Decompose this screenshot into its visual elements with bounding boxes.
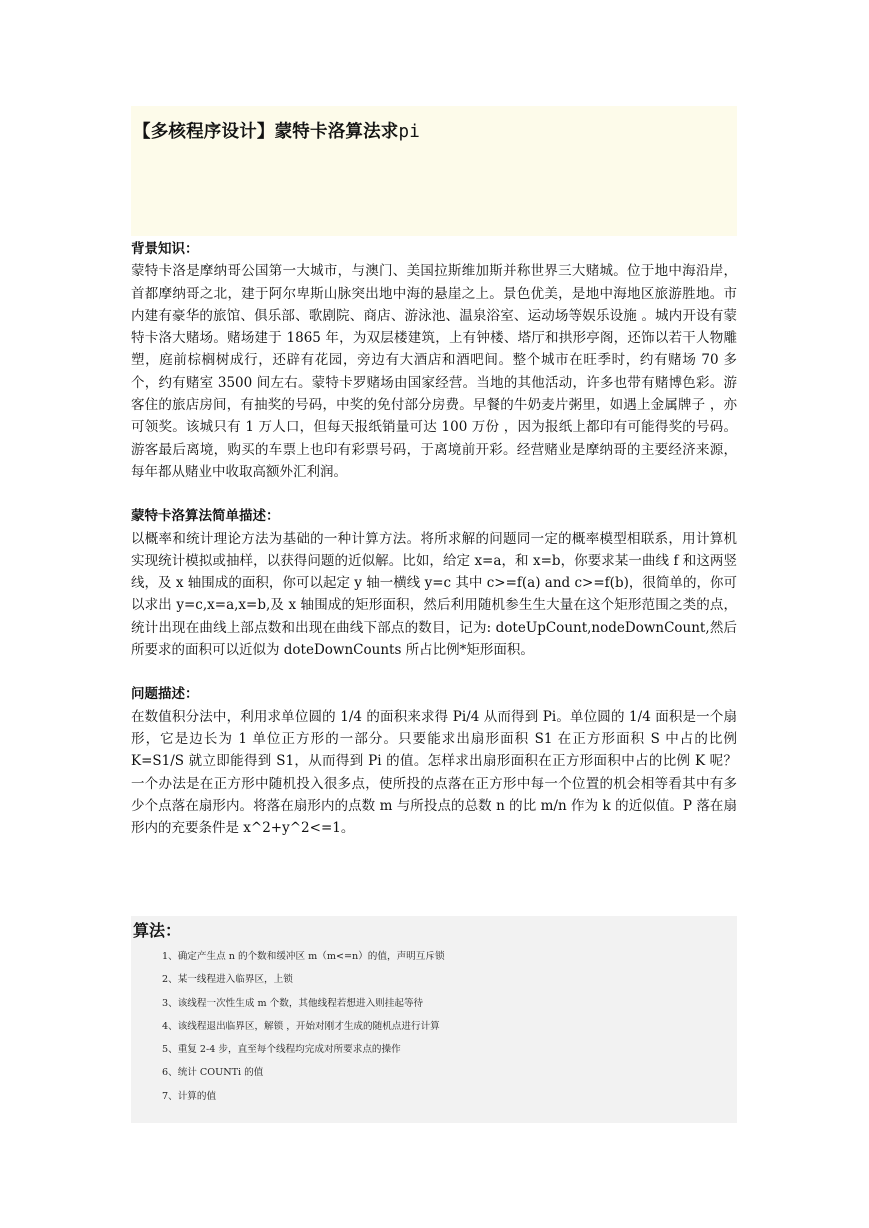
algorithm-step: 3、该线程一次性生成 m 个数，其他线程若想进入则挂起等待 xyxy=(162,997,424,1009)
algorithm-step: 4、该线程退出临界区，解锁 ，开始对刚才生成的随机点进行计算 xyxy=(162,1020,440,1032)
algorithm-step: 1、确定产生点 n 的个数和缓冲区 m（m<=n）的值，声明互斥锁 xyxy=(162,951,445,962)
section-algorithm-description xyxy=(131,505,737,661)
paragraph-algorithm-description: 以概率和统计理论方法为基础的一种计算方法。将所求解的问题同一定的概率模型相联系，用计算机实现统计模拟或抽样，以获得问题的近似解。比如，给定 x=a，和 x=b，你要求某一曲线 f 和这两竖线，及 x 轴围成的面积，你可以起定 y 轴一横线 y=c 其中 c>=f(a) and c>=f(b)，很简单的，你可以求出 y=c,x=a,x=b,及 x 轴围成的矩形面积，然后利用随机参生生大量在这个矩形范围之类的点，统计出现在曲线上部点数和出现在曲线下部点的数目，记为: doteUpCount,nodeDownCount,然后所要求的面积可以近似为 doteDownCounts 所占比例*矩形面积。 xyxy=(131,530,737,659)
section-heading-algorithm-description: 蒙特卡洛算法简单描述： xyxy=(131,508,280,525)
algorithm-step: 6、统计 COUNTi 的值 xyxy=(162,1067,264,1079)
algorithm-box xyxy=(131,916,737,1123)
algorithm-step: 7、计算的值 xyxy=(162,1090,217,1102)
page-title-pi: pi xyxy=(398,122,420,142)
title-banner xyxy=(131,106,737,236)
section-heading-background: 背景知识： xyxy=(131,241,199,257)
paragraph-problem: 在数值积分法中，利用求单位圆的 1/4 的面积来求得 Pi/4 从而得到 Pi。单位圆的 1/4 面积是一个扇形，它是边长为 1 单位正方形的一部分。只要能求出扇形面积 S1 在正方形面积 S 中占的比例 K=S1/S 就立即能得到 S1，从而得到 Pi 的值。怎样求出扇形面积在正方形面积中占的比例 K 呢？一个办法是在正方形中随机投入很多点，使所投的点落在正方形中每一个位置的机会相等看其中有多少个点落在扇形内。将落在扇形内的点数 m 与所投点的总数 n 的比 m/n 作为 k 的近似值。P 落在扇形内的充要条件是 x^2+y^2<=1。 xyxy=(131,708,737,837)
algorithm-step: 2、某一线程进入临界区，上锁 xyxy=(162,974,293,986)
spacer xyxy=(131,483,737,505)
algorithm-steps xyxy=(133,945,737,1108)
section-background xyxy=(131,238,737,483)
paragraph-background: 蒙特卡洛是摩纳哥公国第一大城市，与澳门、美国拉斯维加斯并称世界三大赌城。位于地中海沿岸，首都摩纳哥之北，建于阿尔卑斯山脉突出地中海的悬崖之上。景色优美，是地中海地区旅游胜地。市内建有豪华的旅馆、俱乐部、歌剧院、商店、游泳池、温泉浴室、运动场等娱乐设施 。城内开设有蒙特卡洛大赌场。赌场建于 1865 年，为双层楼建筑，上有钟楼、塔厅和拱形亭阁，还饰以若干人物雕塑，庭前棕榈树成行，还辟有花园，旁边有大酒店和酒吧间。整个城市在旺季时，约有赌场 70 多个，约有赌室 3500 间左右。蒙特卡罗赌场由国家经营。当地的其他活动，许多也带有赌博色彩。游客住的旅店房间，有抽奖的号码，中奖的免付部分房费。早餐的牛奶麦片粥里，如遇上金属牌子 ，亦可领奖。该城只有 1 万人口，但每天报纸销量可达 100 万份 ，因为报纸上都印有可能得奖的号码。游客最后离境，购买的车票上也印有彩票号码，于离境前开彩。经营赌业是摩纳哥的主要经济来源，每年都从赌业中收取高额外汇利润。 xyxy=(131,263,737,480)
algorithm-step: 5、重复 2-4 步，直至每个线程均完成对所要求点的操作 xyxy=(162,1044,401,1056)
spacer xyxy=(131,661,737,683)
algorithm-heading: 算法： xyxy=(133,921,182,940)
section-problem xyxy=(131,683,737,839)
section-heading-problem: 问题描述： xyxy=(131,686,199,703)
document-body xyxy=(131,238,737,839)
page-title-main: 【多核程序设计】蒙特卡洛算法求 xyxy=(133,122,399,142)
page-title xyxy=(133,118,737,143)
